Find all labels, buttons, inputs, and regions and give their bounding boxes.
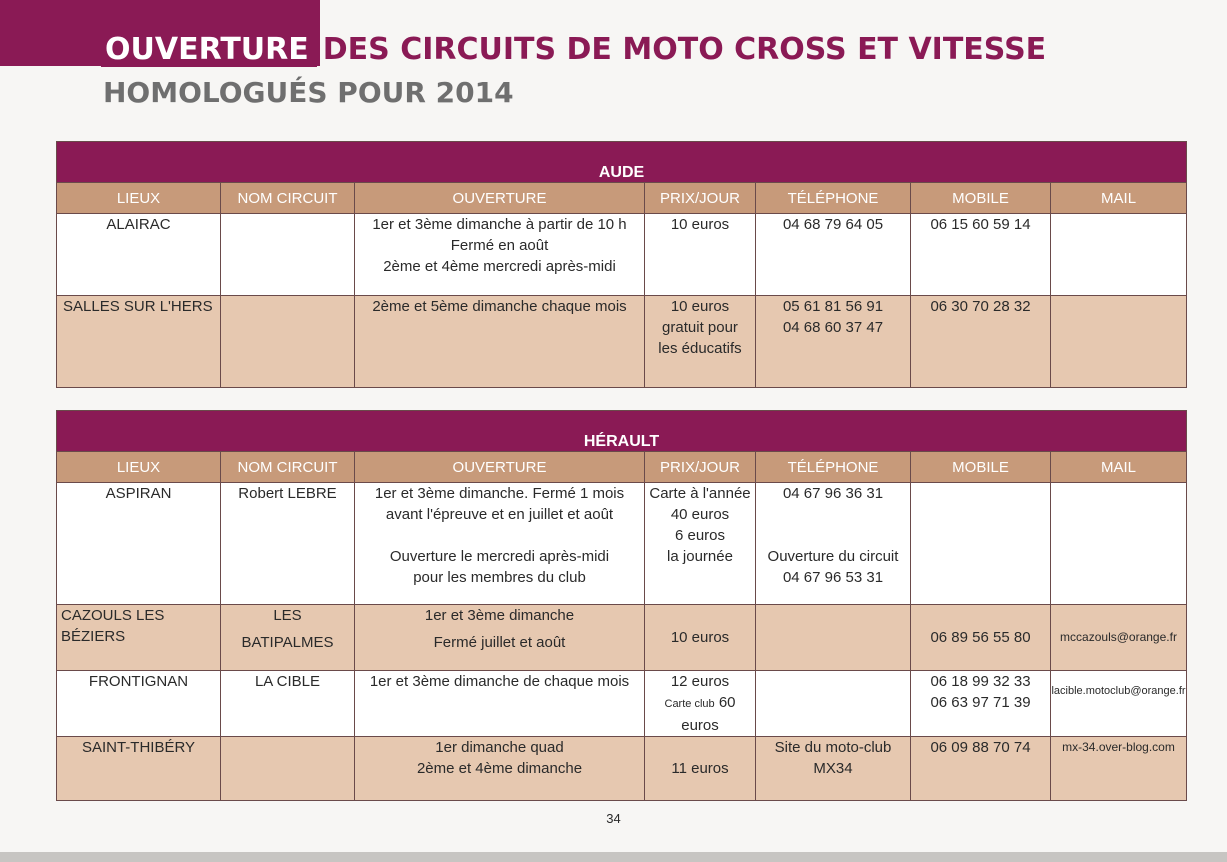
col-mobile: MOBILE [911,183,1051,214]
herault-table [56,410,1187,801]
cell-ouverture: 1er et 3ème dimanche à partir de 10 h Fermé en août 2ème et 4ème mercredi après-midi [355,214,645,296]
cell-lieux: SAINT-THIBÉRY [57,737,221,801]
title-rest: DES CIRCUITS DE MOTO CROSS ET VITESSE [322,32,1047,67]
aude-table [56,141,1187,388]
cell-mail [1051,214,1187,296]
cell-prix: 11 euros [645,737,756,801]
cell-nom [221,296,355,388]
cell-mobile: 06 09 88 70 74 [911,737,1051,801]
page-edge [0,852,1227,862]
cell-prix: 10 euros [645,605,756,671]
col-mobile: MOBILE [911,452,1051,483]
col-mail: MAIL [1051,183,1187,214]
cell-mail [1051,483,1187,605]
col-ouverture: OUVERTURE [355,183,645,214]
cell-ouverture: 2ème et 5ème dimanche chaque mois [355,296,645,388]
region-title: AUDE [57,142,1187,183]
page-subtitle: HOMOLOGUÉS POUR 2014 [103,76,514,109]
cell-lieux: CAZOULS LES BÉZIERS [57,605,221,671]
cell-lieux: SALLES SUR L'HERS [57,296,221,388]
cell-mobile: 06 30 70 28 32 [911,296,1051,388]
cell-mobile [911,483,1051,605]
cell-telephone: 04 68 79 64 05 [756,214,911,296]
table-row [57,737,1187,801]
col-prix: PRIX/JOUR [645,452,756,483]
cell-lieux: FRONTIGNAN [57,671,221,737]
cell-mobile: 06 89 56 55 80 [911,605,1051,671]
table-row [57,296,1187,388]
col-lieux: LIEUX [57,183,221,214]
cell-nom [221,737,355,801]
table-row [57,605,1187,671]
cell-ouverture: 1er et 3ème dimanche Fermé juillet et août [355,605,645,671]
cell-mobile: 06 18 99 32 33 06 63 97 71 39 [911,671,1051,737]
region-title: HÉRAULT [57,411,1187,452]
col-telephone: TÉLÉPHONE [756,452,911,483]
cell-ouverture: 1er et 3ème dimanche de chaque mois [355,671,645,737]
cell-mail: lacible.motoclub@orange.fr [1051,671,1187,737]
cell-lieux: ALAIRAC [57,214,221,296]
cell-ouverture: 1er et 3ème dimanche. Fermé 1 mois avant l'épreuve et en juillet et août Ouverture le mercredi après-midi pour les membres du club [355,483,645,605]
cell-telephone [756,671,911,737]
cell-nom [221,214,355,296]
cell-ouverture: 1er dimanche quad 2ème et 4ème dimanche [355,737,645,801]
col-lieux: LIEUX [57,452,221,483]
page-title [101,27,1046,73]
col-nom-circuit: NOM CIRCUIT [221,183,355,214]
col-nom-circuit: NOM CIRCUIT [221,452,355,483]
cell-nom: LA CIBLE [221,671,355,737]
table-row [57,483,1187,605]
col-prix: PRIX/JOUR [645,183,756,214]
cell-telephone [756,605,911,671]
cell-telephone: 04 67 96 36 31 Ouverture du circuit 04 67 96 53 31 [756,483,911,605]
cell-nom: Robert LEBRE [221,483,355,605]
cell-lieux: ASPIRAN [57,483,221,605]
cell-prix: 10 euros gratuit pour les éducatifs [645,296,756,388]
cell-nom: LES BATIPALMES [221,605,355,671]
cell-mail: mccazouls@orange.fr [1051,605,1187,671]
cell-mail: mx-34.over-blog.com [1051,737,1187,801]
cell-prix: 10 euros [645,214,756,296]
cell-telephone: Site du moto-club MX34 [756,737,911,801]
table-row [57,214,1187,296]
cell-telephone: 05 61 81 56 91 04 68 60 37 47 [756,296,911,388]
cell-mail [1051,296,1187,388]
page-number: 34 [606,811,621,826]
col-mail: MAIL [1051,452,1187,483]
cell-mobile: 06 15 60 59 14 [911,214,1051,296]
cell-prix: 12 euros Carte club 60 euros [645,671,756,737]
table-row [57,671,1187,737]
cell-prix: Carte à l'année 40 euros 6 euros la journée [645,483,756,605]
col-telephone: TÉLÉPHONE [756,183,911,214]
col-ouverture: OUVERTURE [355,452,645,483]
title-highlight: OUVERTURE [101,32,317,67]
